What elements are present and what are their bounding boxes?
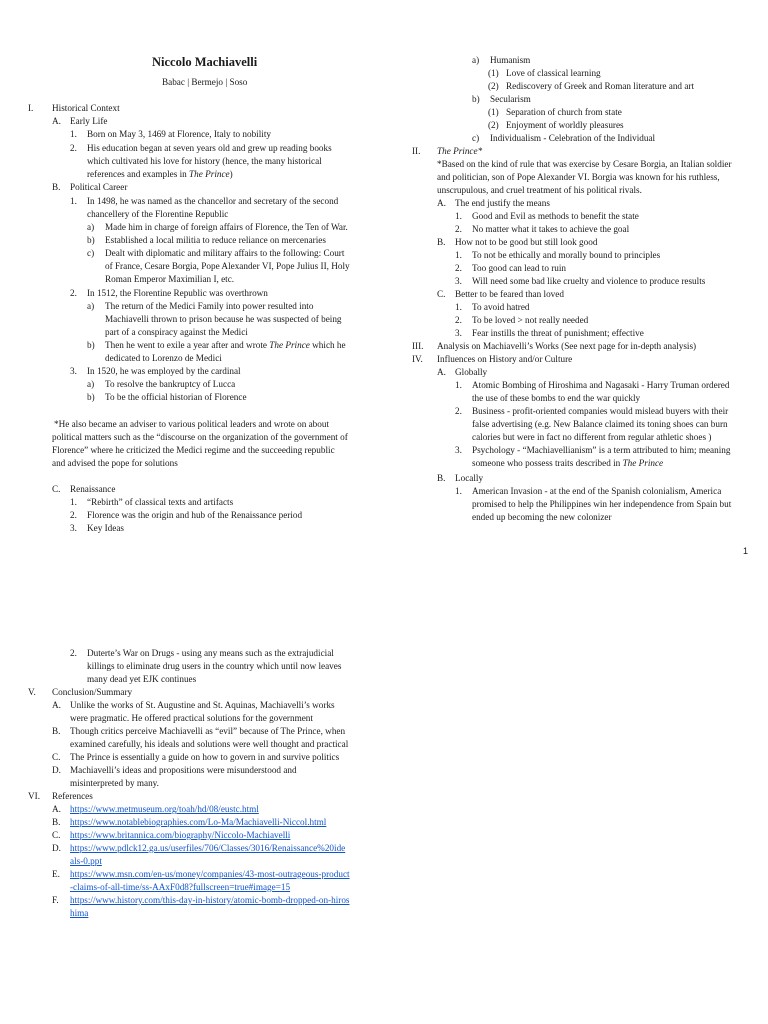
list-item-line: Duterte’s War on Drugs - using any means such as the extrajudicial (87, 648, 334, 658)
list-marker: b) (87, 235, 95, 245)
subsection-heading: The end justify the means (455, 198, 550, 208)
list-item: Love of classical learning (506, 68, 601, 78)
list-marker: c) (472, 133, 480, 143)
list-item-line: calories but were in fact no different from regular athletic shoes ) (472, 432, 712, 442)
list-marker: 3. (70, 366, 77, 376)
list-item-line: Dealt with diplomatic and military affairs to the following: Court (105, 248, 345, 258)
list-item-line: The return of the Medici Family into power resulted into (105, 301, 314, 311)
list-marker: (1) (488, 107, 499, 117)
text-run: someone who possess traits described in (472, 458, 623, 468)
list-item: To avoid hatred (472, 302, 530, 312)
note-line: political matters such as the “discourse on the organization of the government of (52, 432, 348, 442)
reference-link[interactable]: https://www.pdlck12.ga.us/userfiles/706/Classes/3016/Renaissance%20ide (70, 843, 346, 853)
list-marker: 3. (455, 276, 462, 286)
list-marker: 3. (455, 328, 462, 338)
reference-link-continued[interactable]: -claims-of-all-time/ss-AAxF0d8?fullscreen=true#image=15 (70, 882, 291, 892)
subsection-heading: How not to be good but still look good (455, 237, 598, 247)
reference-link[interactable]: https://www.britannica.com/biography/Niccolo-Machiavelli (70, 830, 291, 840)
list-item-line: examined carefully, his ideals and solutions were well thought and practical (70, 739, 349, 749)
subsection-heading: Globally (455, 367, 488, 377)
list-item-line: His education began at seven years old and grew up reading books (87, 143, 332, 153)
list-item: In 1520, he was employed by the cardinal (87, 366, 241, 376)
list-marker: b) (87, 340, 95, 350)
list-marker: a) (472, 55, 480, 65)
section-number: V. (28, 687, 36, 697)
list-item-line: promised to help the Philippines win her independence from Spain but (472, 499, 732, 509)
section-number: IV. (412, 354, 423, 364)
list-marker: 1. (455, 250, 462, 260)
list-item: Will need some bad like cruelty and violence to produce results (472, 276, 706, 286)
list-marker: 1. (455, 380, 462, 390)
list-item: Fear instills the threat of punishment; effective (472, 328, 644, 338)
note-line: *He also became an adviser to various political leaders and wrote on about (54, 419, 330, 429)
list-marker: 1. (70, 129, 77, 139)
list-marker: A. (52, 116, 61, 126)
text-run: Then he went to exile a year after and wrote (105, 340, 270, 350)
list-item-line: ended up becoming the new colonizer (472, 512, 612, 522)
reference-link[interactable]: https://www.notablebiographies.com/Lo-Ma/Machiavelli-Niccol.html (70, 817, 327, 827)
list-marker: A. (52, 700, 61, 710)
list-item-line: Machiavelli’s ideas and propositions were misunderstood and (70, 765, 297, 775)
list-item-line: of France, Cesare Borgia, Pope Alexander VI, Pope Julius II, Holy (105, 261, 350, 271)
list-marker: (2) (488, 81, 499, 91)
list-item: Made him in charge of foreign affairs of Florence, the Ten of War. (105, 222, 348, 232)
section-number: VI. (28, 791, 40, 801)
reference-link[interactable]: https://www.metmuseum.org/toah/hd/08/eustc.html (70, 804, 259, 814)
list-item-line: false advertising (e.g. New Balance claimed its toning shoes can burn (472, 419, 728, 429)
text-run: references and examples in (87, 169, 190, 179)
list-item: No matter what it takes to achieve the goal (472, 224, 630, 234)
list-item: Born on May 3, 1469 at Florence, Italy to nobility (87, 129, 271, 139)
list-item-line: Unlike the works of St. Augustine and St. Aquinas, Machiavelli’s works (70, 700, 335, 710)
list-item-line: misinterpreted by many. (70, 778, 159, 788)
reference-link[interactable]: https://www.history.com/this-day-in-history/atomic-bomb-dropped-on-hiros (70, 895, 350, 905)
list-item: To be loved > not really needed (472, 315, 589, 325)
reference-link-continued[interactable]: als-0.ppt (70, 856, 102, 866)
list-item: Key Ideas (87, 523, 124, 533)
list-item-line: American Invasion - at the end of the Spanish colonialism, America (472, 486, 722, 496)
section-heading: Influences on History and/or Culture (437, 354, 573, 364)
list-item-line: many dead yet EJK continues (87, 674, 197, 684)
list-item-line: Machiavelli thrown to prison because he was suspected of being (105, 314, 342, 324)
list-item-line: Atomic Bombing of Hiroshima and Nagasaki - Harry Truman ordered (472, 380, 730, 390)
list-marker: C. (52, 752, 61, 762)
list-item-line: part of a conspiracy against the Medici (105, 327, 248, 337)
list-marker: 2. (70, 510, 77, 520)
page-title: Niccolo Machiavelli (152, 55, 258, 69)
list-marker: D. (52, 765, 61, 775)
list-item-line: dedicated to Lorenzo de Medici (105, 353, 222, 363)
book-title: The Prince (269, 340, 310, 350)
list-item: Separation of church from state (506, 107, 622, 117)
list-item: In 1512, the Florentine Republic was overthrown (87, 288, 268, 298)
section-number: II. (412, 146, 421, 156)
list-item: Enjoyment of worldly pleasures (506, 120, 624, 130)
note-line: *Based on the kind of rule that was exercise by Cesare Borgia, an Italian soldier (437, 159, 732, 169)
list-marker: C. (437, 289, 446, 299)
reference-link[interactable]: https://www.msn.com/en-us/money/companies/43-most-outrageous-product (70, 869, 350, 879)
list-marker: 2. (70, 288, 77, 298)
list-item-line (472, 457, 663, 469)
list-marker: a) (87, 301, 95, 311)
list-marker: D. (52, 843, 61, 853)
list-marker: a) (87, 222, 95, 232)
list-marker: (2) (488, 120, 499, 130)
list-item: Rediscovery of Greek and Roman literature and art (506, 81, 695, 91)
page-number: 1 (743, 546, 749, 556)
text-run: ) (229, 169, 233, 179)
list-marker: 2. (455, 406, 462, 416)
note-line: unscrupulous, and cruel treatment of his political rivals. (437, 185, 642, 195)
list-marker: a) (87, 379, 95, 389)
list-marker: 1. (455, 211, 462, 221)
book-title: The Prince (622, 458, 664, 468)
list-marker: C. (52, 830, 61, 840)
list-item: Established a local militia to reduce reliance on mercenaries (105, 235, 326, 245)
list-item: Good and Evil as methods to benefit the state (472, 211, 639, 221)
list-marker: B. (52, 182, 61, 192)
list-item: To resolve the bankruptcy of Lucca (105, 379, 236, 389)
text-run: which he (309, 340, 346, 350)
note-line: Florence” where he criticized the Medici regime and the succeeding republic (52, 445, 335, 455)
list-item-line: chancellery of the Florentine Republic (87, 209, 229, 219)
list-marker: B. (52, 726, 61, 736)
list-marker: 2. (455, 224, 462, 234)
list-item: Individualism - Celebration of the Individual (490, 133, 656, 143)
note-line: and advised the pope for solutions (52, 458, 178, 468)
list-item-line: were pragmatic. He offered practical solutions for the government (70, 713, 313, 723)
list-item: To be the official historian of Florence (105, 392, 247, 402)
subsection-heading: Renaissance (70, 484, 116, 494)
section-heading: References (52, 791, 93, 801)
list-item: Too good can lead to ruin (472, 263, 567, 273)
list-marker: B. (52, 817, 61, 827)
list-marker: b) (87, 392, 95, 402)
list-marker: B. (437, 237, 446, 247)
list-marker: 2. (455, 263, 462, 273)
list-item-line: the use of these bombs to end the war quickly (472, 393, 641, 403)
list-marker: b) (472, 94, 480, 104)
section-heading: Historical Context (52, 103, 120, 113)
list-marker: A. (52, 804, 61, 814)
list-item-line: which cultivated his love for history (hence, the many historical (87, 156, 322, 166)
list-marker: c) (87, 248, 95, 258)
list-marker: A. (437, 198, 446, 208)
list-item-line: Roman Emperor Maximilian I, etc. (105, 274, 235, 284)
list-marker: 2. (70, 143, 77, 153)
book-title: The Prince (189, 169, 230, 179)
list-marker: B. (437, 473, 446, 483)
section-heading: Analysis on Machiavelli’s Works (See next page for in-depth analysis) (437, 341, 697, 351)
list-marker: 1. (70, 196, 77, 206)
list-item-line: Psychology - “Machiavellianism” is a term attributed to him; meaning (472, 445, 731, 455)
list-item: The Prince is essentially a guide on how to govern in and survive politics (70, 752, 340, 762)
subsection-heading: Early Life (70, 116, 108, 126)
list-item-line: Business - profit-oriented companies would mislead buyers with their (472, 406, 729, 416)
subsection-heading: Political Career (70, 182, 128, 192)
list-item-line (105, 339, 346, 351)
list-item-line: In 1498, he was named as the chancellor and secretary of the second (87, 196, 339, 206)
section-heading: The Prince* (437, 146, 483, 156)
list-marker: C. (52, 484, 61, 494)
reference-link-continued[interactable]: hima (70, 908, 89, 918)
list-item-line (87, 168, 233, 180)
subsection-heading: Better to be feared than loved (455, 289, 564, 299)
note-line: and politician, son of Pope Alexander VI. Borgia was known for his ruthless, (437, 172, 720, 182)
list-item: “Rebirth” of classical texts and artifacts (87, 497, 234, 507)
list-marker: 1. (455, 302, 462, 312)
list-item: To not be ethically and morally bound to principles (472, 250, 661, 260)
list-marker: 3. (70, 523, 77, 533)
list-marker: (1) (488, 68, 499, 78)
list-item: Humanism (490, 55, 531, 65)
list-item-line: Though critics perceive Machiavelli as “evil” because of The Prince, when (70, 726, 346, 736)
list-item-line: killings to eliminate drug users in the country which until now leaves (87, 661, 342, 671)
subsection-heading: Locally (455, 473, 484, 483)
section-number: I. (28, 103, 34, 113)
section-heading: Conclusion/Summary (52, 687, 133, 697)
list-marker: 1. (70, 497, 77, 507)
authors-line: Babac | Bermejo | Soso (162, 77, 248, 87)
section-number: III. (412, 341, 424, 351)
list-item: Florence was the origin and hub of the Renaissance period (87, 510, 303, 520)
list-marker: 2. (70, 648, 77, 658)
list-marker: 1. (455, 486, 462, 496)
list-item: Secularism (490, 94, 531, 104)
list-marker: 2. (455, 315, 462, 325)
list-marker: F. (52, 895, 59, 905)
list-marker: E. (52, 869, 60, 879)
list-marker: A. (437, 367, 446, 377)
list-marker: 3. (455, 445, 462, 455)
